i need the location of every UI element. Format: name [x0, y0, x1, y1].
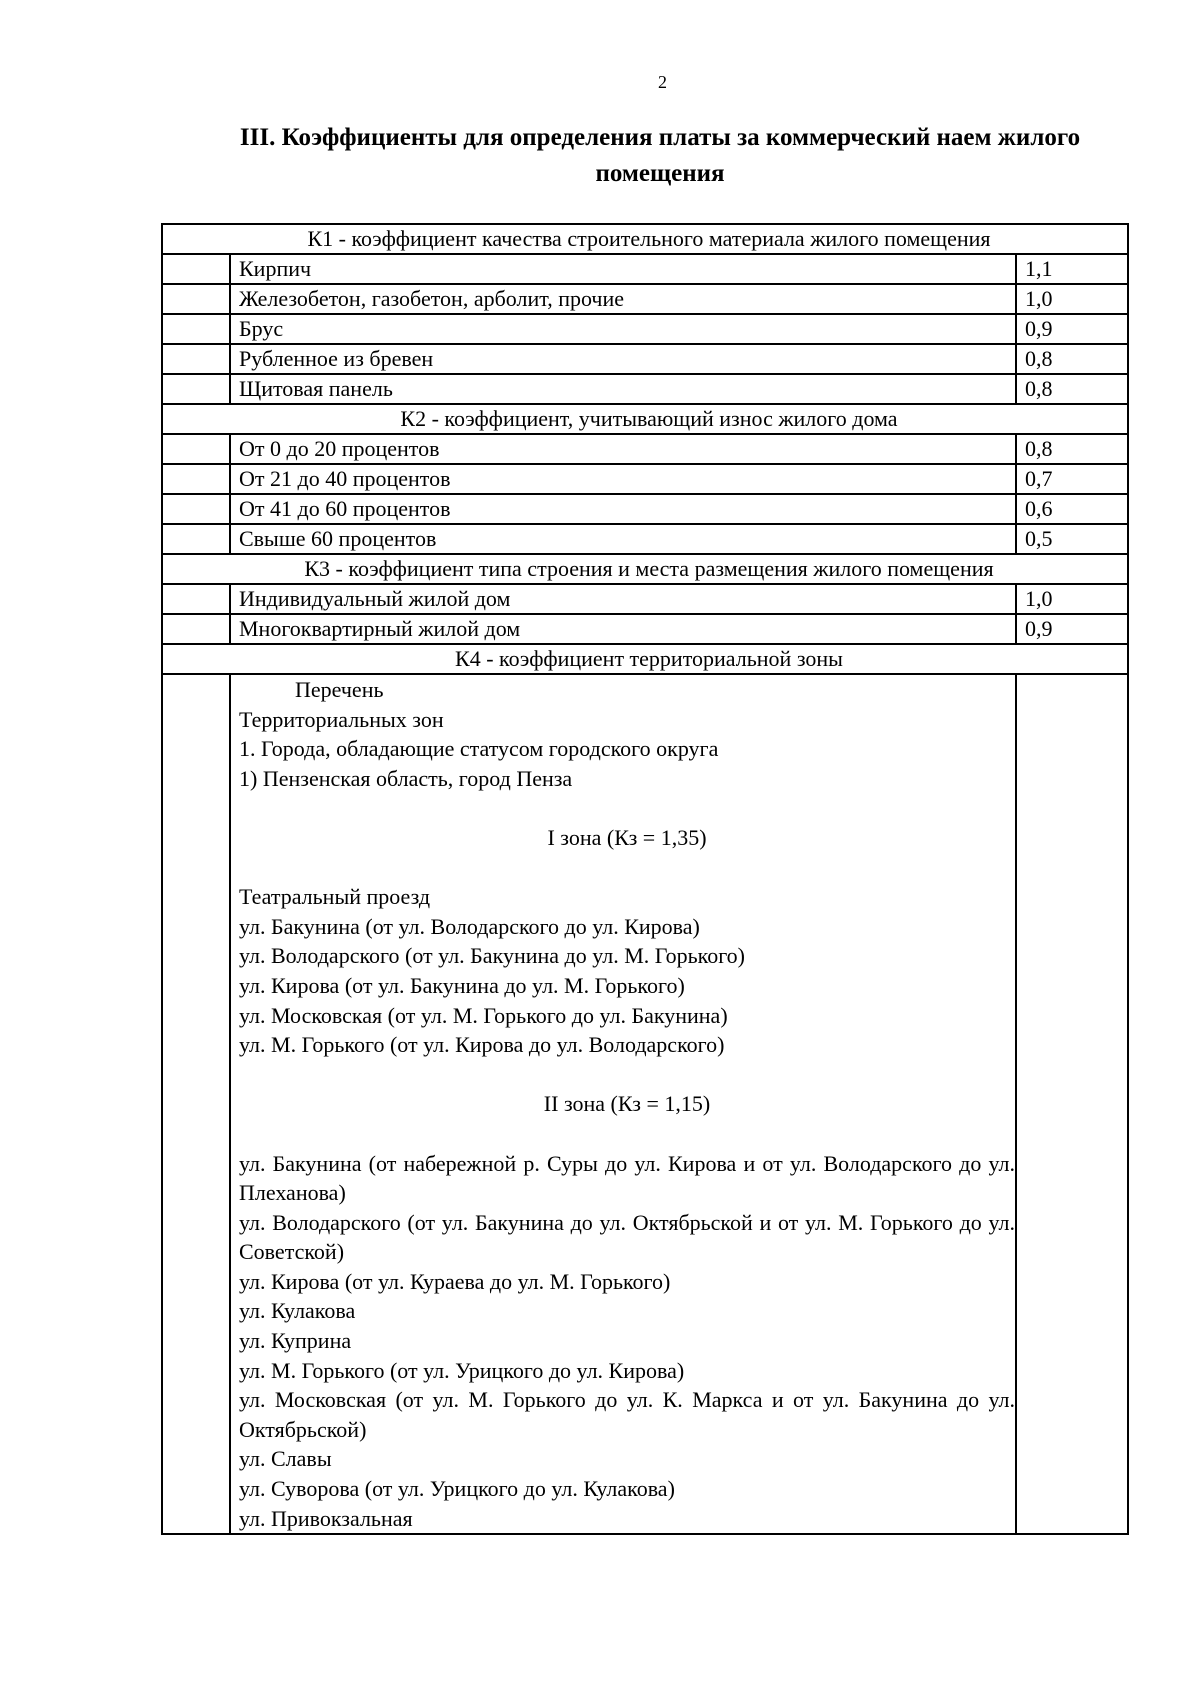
table-row [162, 464, 1128, 494]
street-item: ул. Кирова (от ул. Бакунина до ул. М. Горького) [239, 972, 685, 998]
row-label: Щитовая панель [230, 374, 1016, 404]
row-number-cell [162, 614, 230, 644]
row-value [1016, 674, 1128, 1534]
street-item: ул. М. Горького (от ул. Урицкого до ул. Кирова) [239, 1357, 685, 1383]
street-item: ул. М. Горького (от ул. Кирова до ул. Володарского) [239, 1032, 725, 1058]
k2-header [162, 404, 1128, 434]
row-label: Железобетон, газобетон, арболит, прочие [230, 284, 1016, 314]
row-value: 0,8 [1016, 434, 1128, 464]
k2-header-text: К2 - коэффициент, учитывающий износ жилого дома [162, 404, 1128, 434]
blank-line [239, 1060, 1015, 1090]
k4-zone-row [162, 674, 1128, 1534]
row-label: От 21 до 40 процентов [230, 464, 1016, 494]
table-row [162, 314, 1128, 344]
row-label: Свыше 60 процентов [230, 524, 1016, 554]
k4-header [162, 644, 1128, 674]
row-value: 1,1 [1016, 254, 1128, 284]
street-item: ул. Кулакова [239, 1298, 356, 1324]
row-label: Брус [230, 314, 1016, 344]
section-heading: 1. Города, обладающие статусом городского округа [239, 736, 719, 762]
street-item: ул. Володарского (от ул. Бакунина до ул. Октябрьской и от ул. М. Горького до ул. Советской) [239, 1209, 1015, 1265]
row-value: 0,5 [1016, 524, 1128, 554]
subsection-heading: 1) Пензенская область, город Пенза [239, 765, 573, 791]
table-row [162, 374, 1128, 404]
k3-header-text: К3 - коэффициент типа строения и места размещения жилого помещения [162, 554, 1128, 584]
table-row [162, 434, 1128, 464]
list-title: Перечень [295, 677, 384, 702]
table-row [162, 524, 1128, 554]
street-item: ул. Привокзальная [239, 1505, 413, 1531]
street-item: ул. Суворова (от ул. Урицкого до ул. Кулакова) [239, 1476, 675, 1502]
zone-list [239, 675, 1015, 1533]
row-value: 0,7 [1016, 464, 1128, 494]
street-item: ул. Куприна [239, 1328, 352, 1354]
k3-header [162, 554, 1128, 584]
row-number-cell [162, 494, 230, 524]
table-row [162, 584, 1128, 614]
table-row [162, 614, 1128, 644]
zone-list-cell [230, 674, 1016, 1534]
row-label: От 0 до 20 процентов [230, 434, 1016, 464]
zone-heading: I зона (Кз = 1,35) [547, 824, 707, 850]
row-label: Рубленное из бревен [230, 344, 1016, 374]
row-number-cell [162, 314, 230, 344]
row-label: Индивидуальный жилой дом [230, 584, 1016, 614]
table-row [162, 254, 1128, 284]
coefficients-table [161, 223, 1129, 1535]
row-number-cell [162, 344, 230, 374]
row-number-cell [162, 434, 230, 464]
street-item: ул. Володарского (от ул. Бакунина до ул. М. Горького) [239, 943, 745, 969]
table-row [162, 344, 1128, 374]
k1-header [162, 224, 1128, 254]
k1-header-text: К1 - коэффициент качества строительного материала жилого помещения [162, 224, 1128, 254]
blank-line [239, 793, 1015, 823]
row-label: Кирпич [230, 254, 1016, 284]
street-item: ул. Кирова (от ул. Кураева до ул. М. Горького) [239, 1268, 671, 1294]
coefficients-table-body [162, 224, 1128, 1534]
table-row [162, 284, 1128, 314]
row-number-cell [162, 524, 230, 554]
list-subtitle: Территориальных зон [239, 706, 444, 732]
row-number-cell [162, 584, 230, 614]
row-value: 0,9 [1016, 314, 1128, 344]
blank-line [239, 853, 1015, 883]
row-value: 1,0 [1016, 284, 1128, 314]
row-value: 1,0 [1016, 584, 1128, 614]
row-number-cell [162, 674, 230, 1534]
row-label: От 41 до 60 процентов [230, 494, 1016, 524]
street-item: ул. Московская (от ул. М. Горького до ул. Бакунина) [239, 1002, 728, 1028]
street-item: ул. Московская (от ул. М. Горького до ул. К. Маркса и от ул. Бакунина до ул. Октябрьской) [239, 1387, 1015, 1442]
row-number-cell [162, 284, 230, 314]
row-value: 0,6 [1016, 494, 1128, 524]
k4-header-text: К4 - коэффициент территориальной зоны [162, 644, 1128, 674]
page-number: 2 [658, 72, 667, 92]
street-item: ул. Бакунина (от набережной р. Суры до ул. Кирова и от ул. Володарского до ул. Плеханова) [239, 1150, 1015, 1206]
street-item: Театральный проезд [239, 884, 431, 910]
row-number-cell [162, 464, 230, 494]
table-row [162, 494, 1128, 524]
row-value: 0,8 [1016, 344, 1128, 374]
row-value: 0,9 [1016, 614, 1128, 644]
row-number-cell [162, 374, 230, 404]
zone-heading: II зона (Кз = 1,15) [543, 1091, 711, 1117]
page-title: III. Коэффициенты для определения платы за коммерческий наем жилого помещения [239, 124, 1081, 187]
row-number-cell [162, 254, 230, 284]
blank-line [239, 1119, 1015, 1149]
row-value: 0,8 [1016, 374, 1128, 404]
street-item: ул. Славы [239, 1446, 332, 1472]
row-label: Многоквартирный жилой дом [230, 614, 1016, 644]
street-item: ул. Бакунина (от ул. Володарского до ул. Кирова) [239, 913, 700, 939]
